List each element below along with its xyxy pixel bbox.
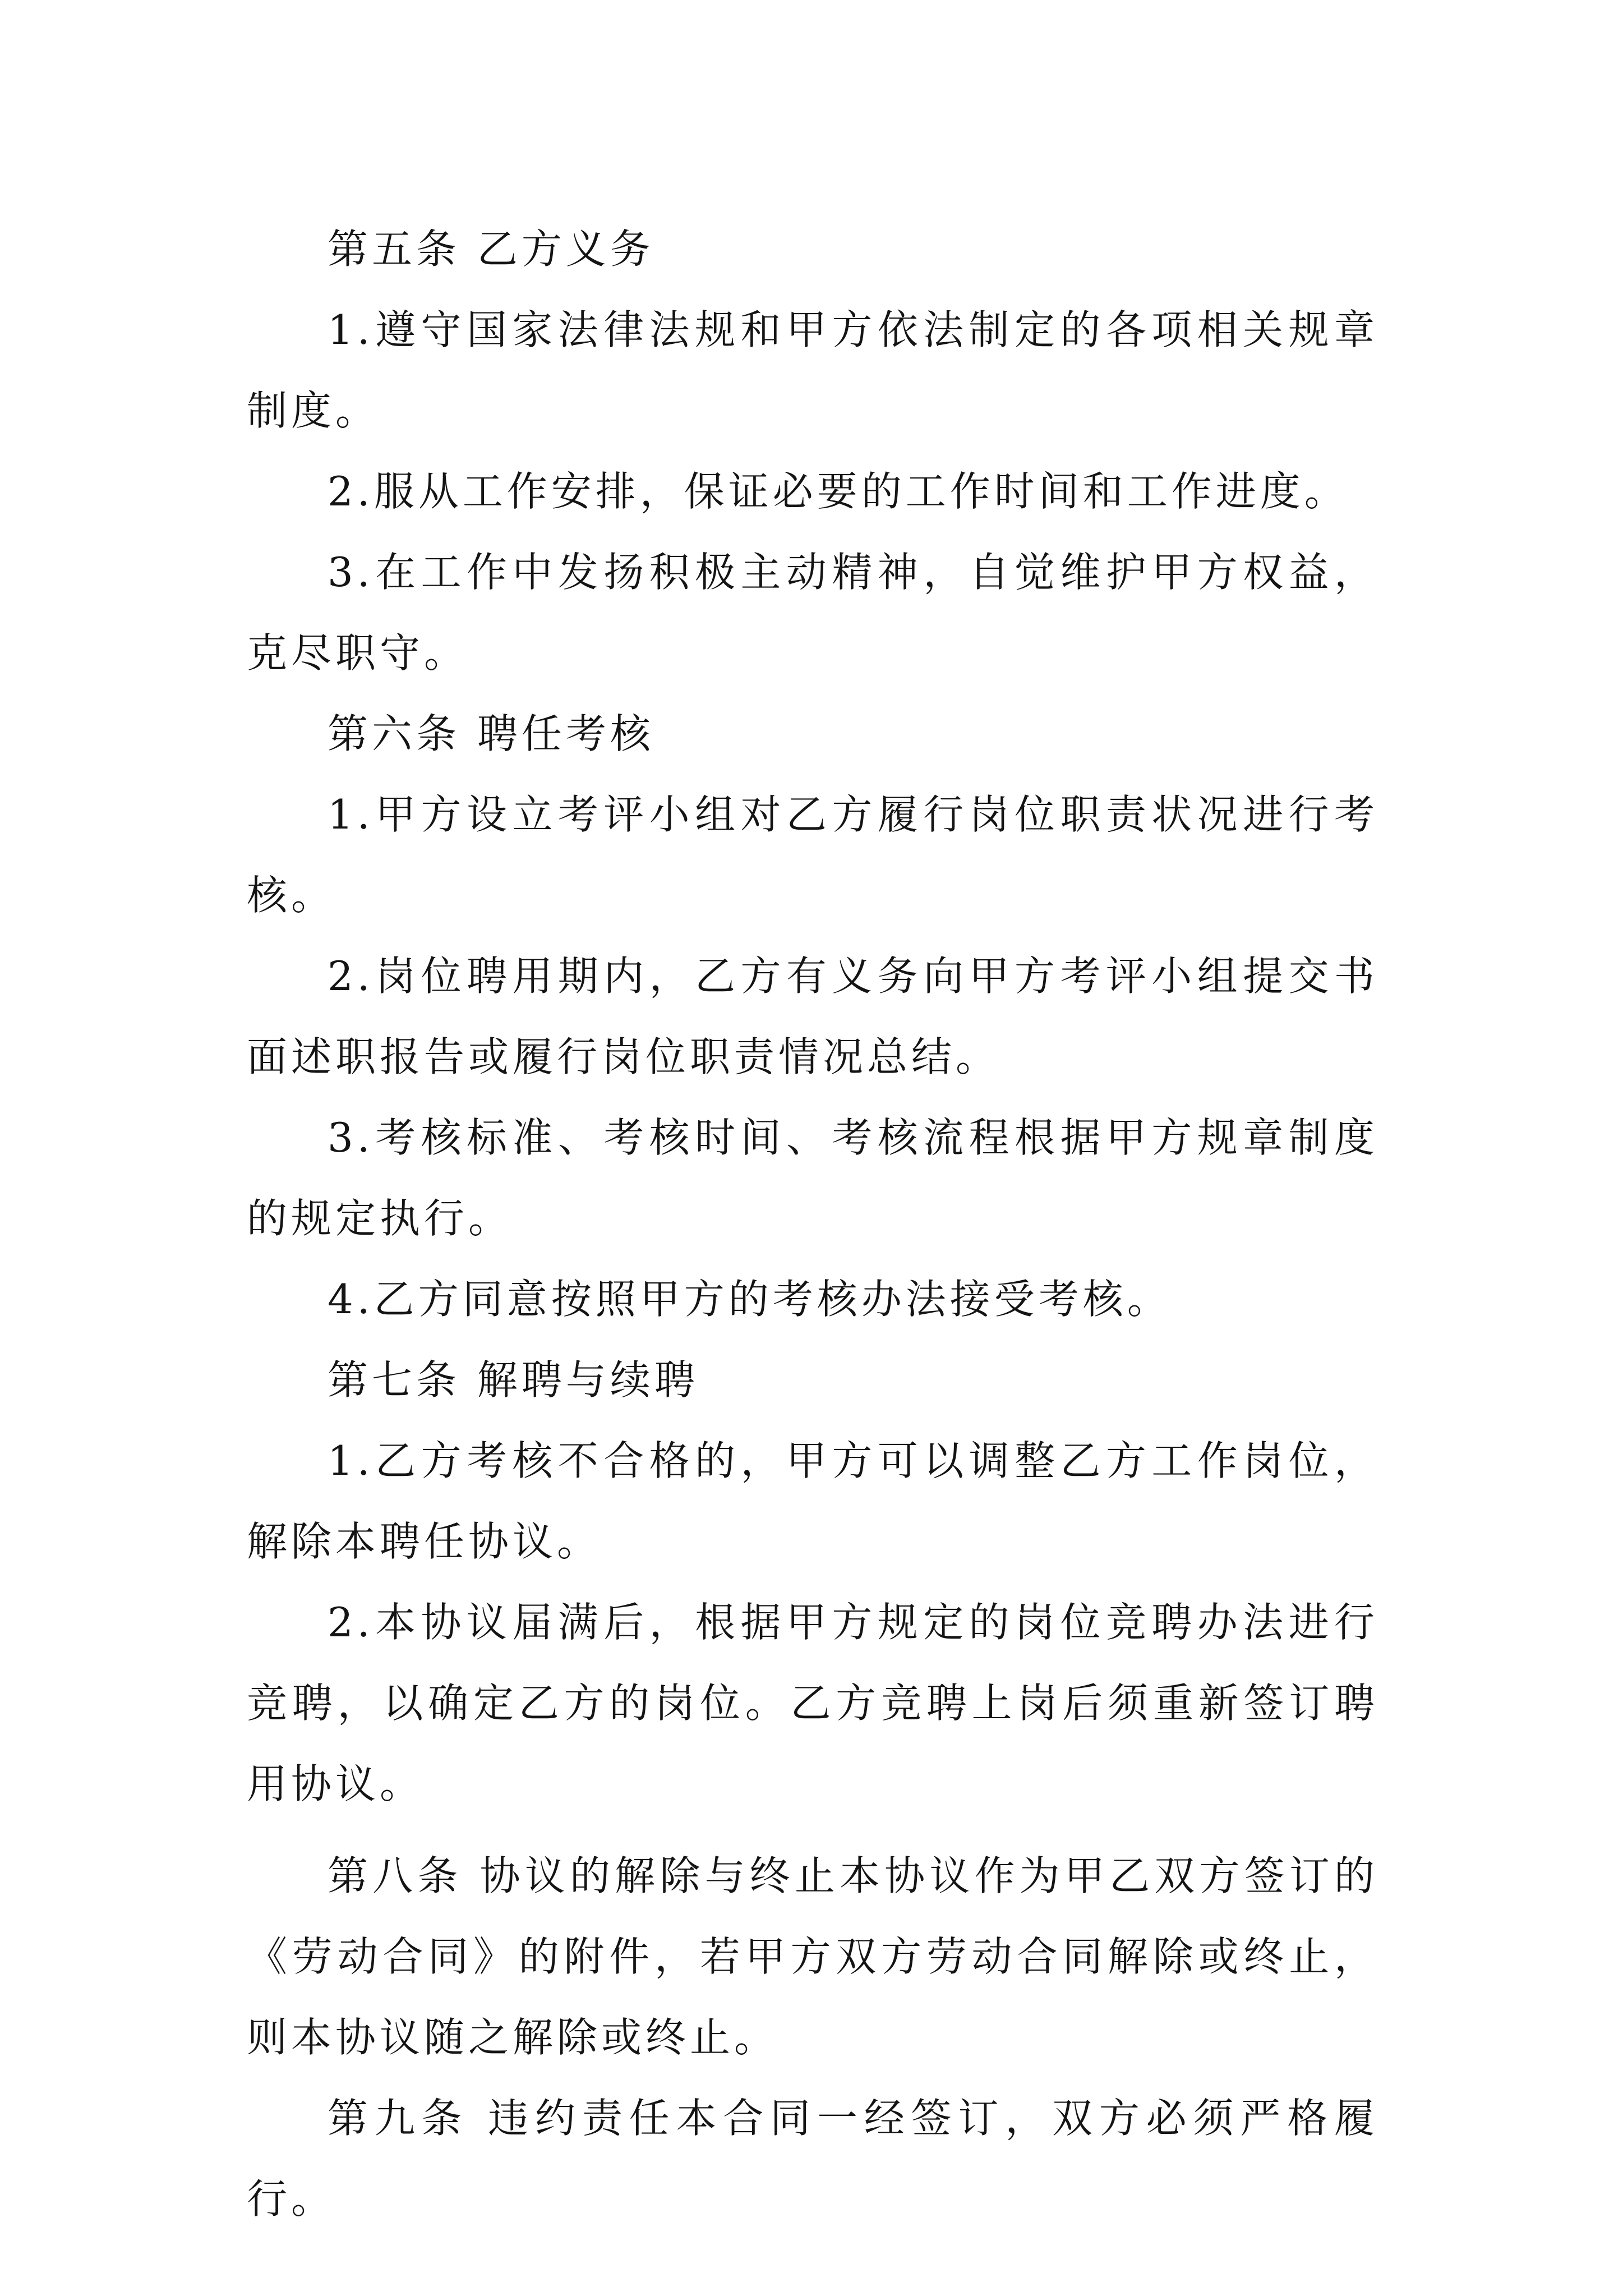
document-body: [247, 209, 1378, 2239]
article-5-item-2: 2.服从工作安排，保证必要的工作时间和工作进度。: [328, 468, 1349, 515]
article-5-heading: 第五条 乙方义务: [328, 226, 654, 273]
article-6-item-4: 4.乙方同意按照甲方的考核办法接受考核。: [328, 1276, 1172, 1323]
article-6-heading: 第六条 聘任考核: [328, 710, 654, 757]
article-5-item-3: 3.在工作中发扬积极主动精神，自觉维护甲方权益，克尽职守。: [247, 549, 1378, 677]
article-7-heading: 第七条 解聘与续聘: [328, 1356, 699, 1404]
article-7-item-1: 1.乙方考核不合格的，甲方可以调整乙方工作岗位，解除本聘任协议。: [247, 1437, 1378, 1565]
article-6-item-1: 1.甲方设立考评小组对乙方履行岗位职责状况进行考核。: [247, 791, 1378, 919]
article-9-paragraph: 第九条 违约责任本合同一经签订，双方必须严格履行。: [247, 2095, 1378, 2223]
article-8-paragraph: 第八条 协议的解除与终止本协议作为甲乙双方签订的《劳动合同》的附件，若甲方双方劳动合同解除或终止，则本协议随之解除或终止。: [247, 1852, 1378, 2061]
article-6-item-2: 2.岗位聘用期内，乙方有义务向甲方考评小组提交书面述职报告或履行岗位职责情况总结。: [247, 953, 1378, 1080]
article-7-item-2: 2.本协议届满后，根据甲方规定的岗位竞聘办法进行竞聘，以确定乙方的岗位。乙方竞聘上岗后须重新签订聘用协议。: [247, 1599, 1378, 1807]
article-6-item-3: 3.考核标准、考核时间、考核流程根据甲方规章制度的规定执行。: [247, 1114, 1378, 1242]
article-5-item-1: 1.遵守国家法律法规和甲方依法制定的各项相关规章制度。: [247, 306, 1378, 434]
